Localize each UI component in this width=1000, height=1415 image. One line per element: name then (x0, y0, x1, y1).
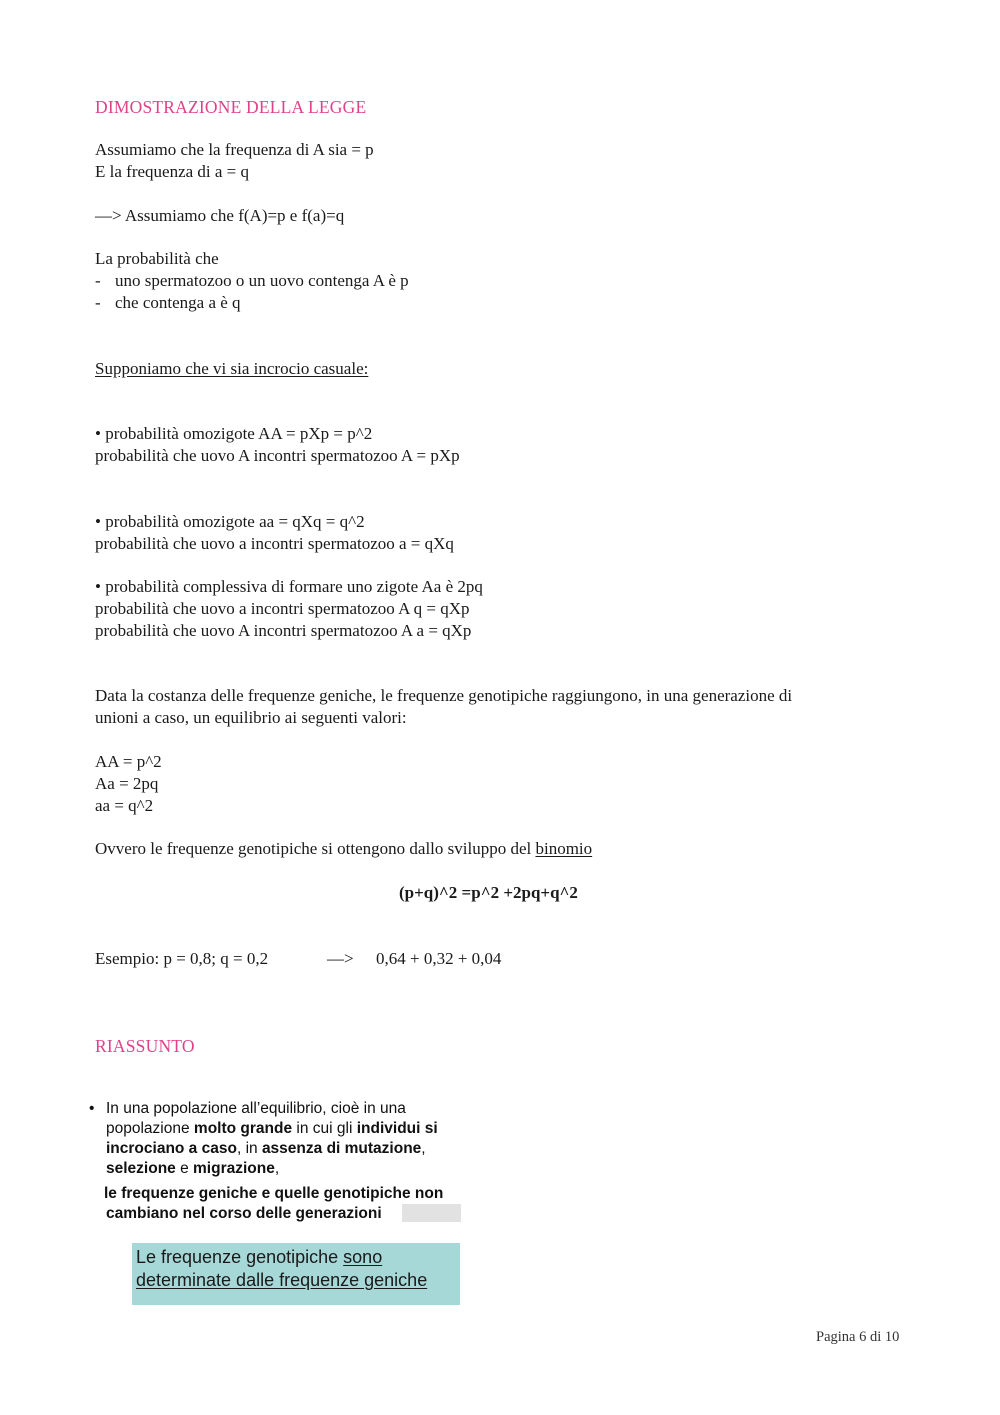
page-number: Pagina 6 di 10 (816, 1329, 900, 1345)
grey-highlight-block (402, 1204, 461, 1222)
summary-line (106, 1119, 438, 1139)
summary-emphasis: individui si (356, 1120, 438, 1137)
text-line: • probabilità omozigote AA = pXp = p^2 (95, 424, 373, 443)
text-line: • probabilità complessiva di formare uno zigote Aa è 2pq (95, 577, 483, 596)
underlined-statement: Supponiamo che vi sia incrocio casuale: (95, 359, 369, 378)
text-line: E la frequenza di a = q (95, 162, 250, 181)
summary-text: popolazione (106, 1120, 194, 1137)
text-line: probabilità che uovo a incontri spermatozoo A q = qXp (95, 599, 470, 618)
list-dash: - (95, 271, 101, 290)
callout-underlined: sono (343, 1247, 383, 1267)
section-heading-riassunto: RIASSUNTO (95, 1036, 195, 1056)
list-item-text: uno spermatozoo o un uovo contenga A è p (115, 271, 409, 290)
summary-bullet: • (89, 1100, 95, 1117)
equation-Aa: Aa = 2pq (95, 774, 159, 793)
callout-underlined: determinate dalle frequenze geniche (136, 1270, 428, 1290)
text-line: unioni a caso, un equilibrio ai seguenti valori: (95, 708, 407, 727)
text-line: —> Assumiamo che f(A)=p e f(a)=q (95, 206, 345, 225)
section-heading-dimostrazione: DIMOSTRAZIONE DELLA LEGGE (95, 97, 367, 117)
binomial-prefix: Ovvero le frequenze genotipiche si ottengono dallo sviluppo del (95, 839, 536, 858)
summary-emphasis: migrazione (193, 1160, 275, 1177)
example-arrow: —> (327, 949, 354, 968)
summary-text: , (421, 1140, 426, 1157)
list-item (95, 292, 241, 314)
binomial-sentence (95, 838, 592, 860)
summary-text: in cui gli (292, 1120, 357, 1137)
list-item-text: che contenga a è q (115, 293, 241, 312)
callout-line: Le frequenze genotipiche (136, 1247, 344, 1267)
summary-conclusion: le frequenze geniche e quelle genotipiche non (104, 1185, 444, 1202)
text-line: • probabilità omozigote aa = qXq = q^2 (95, 512, 365, 531)
summary-text: , (274, 1160, 280, 1177)
text-line: La probabilità che (95, 249, 219, 268)
list-dash: - (95, 293, 101, 312)
binomial-word: binomio (535, 839, 593, 858)
text-line: probabilità che uovo a incontri spermatozoo a = qXq (95, 534, 454, 553)
text-line: Data la costanza delle frequenze geniche, le frequenze genotipiche raggiungono, in una generazione di (95, 686, 793, 705)
binomial-formula: (p+q)^2 =p^2 +2pq+q^2 (399, 883, 578, 902)
summary-emphasis: molto grande (193, 1120, 293, 1137)
example-label: Esempio: p = 0,8; q = 0,2 (95, 949, 269, 968)
summary-emphasis: incrociano a caso (106, 1140, 237, 1157)
list-item (95, 270, 409, 292)
text-line: Assumiamo che la frequenza di A sia = p (95, 140, 374, 159)
example-result: 0,64 + 0,32 + 0,04 (376, 949, 502, 968)
callout-text (136, 1246, 427, 1292)
text-line: probabilità che uovo A incontri spermatozoo A = pXp (95, 446, 460, 465)
summary-line (106, 1139, 426, 1159)
summary-emphasis: selezione (106, 1160, 176, 1177)
callout-box (132, 1243, 460, 1305)
summary-text: , in (236, 1140, 262, 1157)
text-line: probabilità che uovo A incontri spermatozoo A a = qXp (95, 621, 472, 640)
summary-line: In una popolazione all’equilibrio, cioè in una (106, 1100, 406, 1117)
summary-conclusion: cambiano nel corso delle generazioni (106, 1205, 382, 1222)
equation-AA: AA = p^2 (95, 752, 162, 771)
summary-line (106, 1159, 279, 1179)
equation-aa: aa = q^2 (95, 796, 154, 815)
summary-text: e (175, 1160, 194, 1177)
summary-emphasis: assenza di mutazione (261, 1140, 422, 1157)
